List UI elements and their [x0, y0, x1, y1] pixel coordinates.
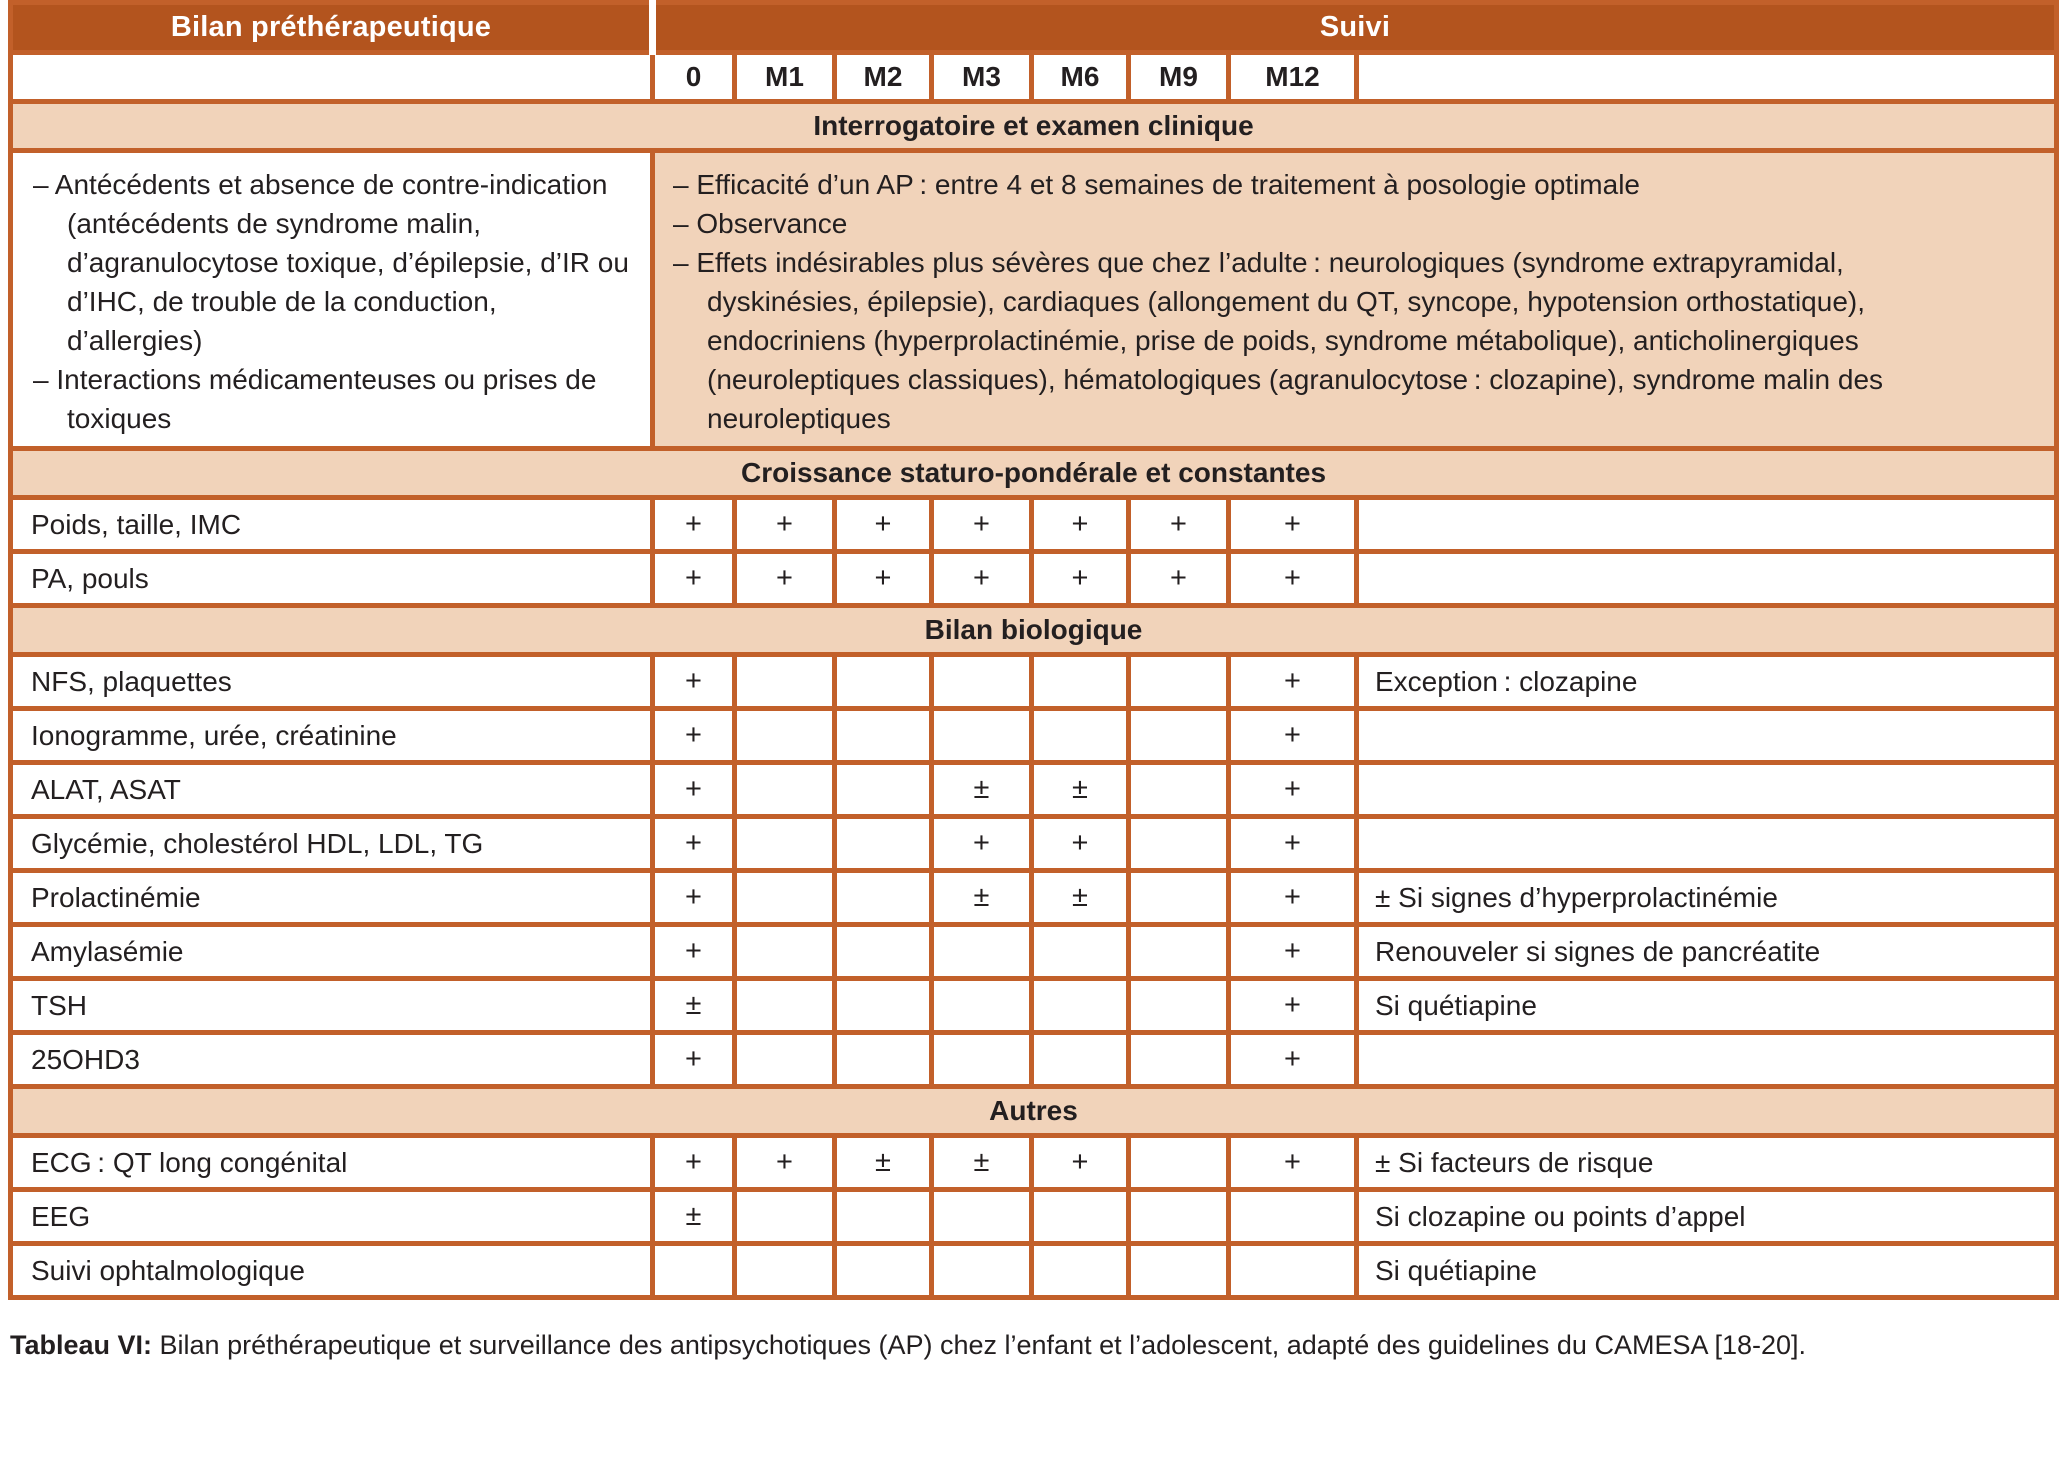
caption-label: Tableau VI: [10, 1330, 153, 1360]
followup-checklist [653, 151, 2057, 449]
table-row [11, 552, 2057, 606]
mark-cell-M6: + [1032, 1136, 1129, 1190]
mark-cell-0: + [653, 1033, 735, 1087]
row-note: ± Si facteurs de risque [1357, 1136, 2057, 1190]
mark-cell-M3 [932, 709, 1032, 763]
row-label: PA, pouls [11, 552, 653, 606]
mark-cell-M1: + [735, 1136, 835, 1190]
row-note [1357, 552, 2057, 606]
mark-cell-M3: + [932, 498, 1032, 552]
mark-cell-M12: + [1229, 871, 1357, 925]
row-note: Renouveler si signes de pancréatite [1357, 925, 2057, 979]
mark-cell-M2: + [835, 498, 932, 552]
mark-cell-M3 [932, 925, 1032, 979]
mark-cell-M6: ± [1032, 763, 1129, 817]
table-caption [10, 1330, 2060, 1361]
timepoint-m3: M3 [932, 53, 1032, 102]
mark-cell-M9 [1129, 709, 1229, 763]
mark-cell-M1 [735, 925, 835, 979]
mark-cell-M2 [835, 709, 932, 763]
mark-cell-M1 [735, 655, 835, 709]
mark-cell-M3 [932, 1033, 1032, 1087]
mark-cell-M6 [1032, 1190, 1129, 1244]
mark-cell-M12: + [1229, 655, 1357, 709]
table-row [11, 979, 2057, 1033]
section-interrogatoire [11, 102, 2057, 449]
mark-cell-M6 [1032, 1244, 1129, 1298]
mark-cell-M2 [835, 925, 932, 979]
followup-item-effets-indesirables: – Effets indésirables plus sévères que chez l’adulte : neurologiques (syndrome extrapyramidal, dyskinésies, épilepsie), cardiaques (allongement du QT, syncope, hypotension orthostatique), endocriniens (hyperprolactinémie, prise de poids, syndrome métabolique), anticholinergiques (neuroleptiques classiques), hématologiques (agranulocytose : clozapine), syndrome malin des neuroleptiques [673, 247, 1884, 434]
mark-cell-M12: + [1229, 552, 1357, 606]
row-note [1357, 817, 2057, 871]
row-note: Si clozapine ou points d’appel [1357, 1190, 2057, 1244]
mark-cell-M1: + [735, 552, 835, 606]
section-biologique [11, 606, 2057, 1087]
mark-cell-M6 [1032, 979, 1129, 1033]
mark-cell-M2 [835, 871, 932, 925]
mark-cell-M9 [1129, 1244, 1229, 1298]
pretherapeutic-item-antecedents: – Antécédents et absence de contre-indication (antécédents de syndrome malin, d’agranulocytose toxique, d’épilepsie, d’IR ou d’IHC, de trouble de la conduction, d’allergies) [33, 169, 629, 356]
mark-cell-M1 [735, 1244, 835, 1298]
mark-cell-M9 [1129, 817, 1229, 871]
section-title-autres: Autres [11, 1087, 2057, 1136]
mark-cell-M2 [835, 817, 932, 871]
row-label: Ionogramme, urée, créatinine [11, 709, 653, 763]
mark-cell-0: + [653, 552, 735, 606]
header-group [11, 3, 2057, 102]
mark-cell-M12: + [1229, 1033, 1357, 1087]
mark-cell-M3: ± [932, 871, 1032, 925]
mark-cell-M12 [1229, 1190, 1357, 1244]
header-suivi: Suivi [653, 3, 2057, 53]
mark-cell-M12 [1229, 1244, 1357, 1298]
mark-cell-M2 [835, 763, 932, 817]
table-row [11, 1033, 2057, 1087]
mark-cell-M1 [735, 709, 835, 763]
timepoint-0: 0 [653, 53, 735, 102]
row-note: ± Si signes d’hyperprolactinémie [1357, 871, 2057, 925]
mark-cell-M6: + [1032, 552, 1129, 606]
timepoint-spacer-left [11, 53, 653, 102]
timepoint-spacer-right [1357, 53, 2057, 102]
mark-cell-M1 [735, 1190, 835, 1244]
mark-cell-M12: + [1229, 709, 1357, 763]
mark-cell-M3 [932, 1244, 1032, 1298]
mark-cell-M12: + [1229, 498, 1357, 552]
row-label: ALAT, ASAT [11, 763, 653, 817]
row-label: EEG [11, 1190, 653, 1244]
row-label: NFS, plaquettes [11, 655, 653, 709]
mark-cell-0 [653, 1244, 735, 1298]
section-band-autres [11, 1087, 2057, 1136]
mark-cell-0: + [653, 655, 735, 709]
row-note [1357, 709, 2057, 763]
section-band-biologique [11, 606, 2057, 655]
table-row [11, 925, 2057, 979]
header-bilan-pretherapeutique: Bilan préthérapeutique [11, 3, 653, 53]
section-band-interrogatoire [11, 102, 2057, 151]
mark-cell-M9 [1129, 1033, 1229, 1087]
interrogatoire-content-row [11, 151, 2057, 449]
row-note: Si quétiapine [1357, 979, 2057, 1033]
mark-cell-M9 [1129, 871, 1229, 925]
mark-cell-M6 [1032, 1033, 1129, 1087]
mark-cell-M3 [932, 1190, 1032, 1244]
mark-cell-M2: + [835, 552, 932, 606]
mark-cell-M1 [735, 871, 835, 925]
row-label: Amylasémie [11, 925, 653, 979]
row-label: Poids, taille, IMC [11, 498, 653, 552]
row-note: Si quétiapine [1357, 1244, 2057, 1298]
pretherapeutic-item-interactions: – Interactions médicamenteuses ou prises de toxiques [33, 364, 597, 434]
mark-cell-M6: + [1032, 817, 1129, 871]
row-note [1357, 498, 2057, 552]
table-row [11, 655, 2057, 709]
mark-cell-M9 [1129, 763, 1229, 817]
mark-cell-M2 [835, 1190, 932, 1244]
mark-cell-0: + [653, 925, 735, 979]
mark-cell-M2 [835, 655, 932, 709]
mark-cell-0: + [653, 709, 735, 763]
mark-cell-M6: + [1032, 498, 1129, 552]
mark-cell-0: + [653, 1136, 735, 1190]
table-row [11, 763, 2057, 817]
table-row [11, 1244, 2057, 1298]
table-row [11, 1136, 2057, 1190]
mark-cell-M1 [735, 817, 835, 871]
timepoint-m6: M6 [1032, 53, 1129, 102]
mark-cell-0: + [653, 498, 735, 552]
mark-cell-M12: + [1229, 1136, 1357, 1190]
row-note: Exception : clozapine [1357, 655, 2057, 709]
mark-cell-M1 [735, 763, 835, 817]
table-row [11, 709, 2057, 763]
mark-cell-M9 [1129, 1190, 1229, 1244]
timepoint-m2: M2 [835, 53, 932, 102]
mark-cell-M2 [835, 1244, 932, 1298]
section-constantes [11, 449, 2057, 606]
mark-cell-0: ± [653, 1190, 735, 1244]
section-band-croissance [11, 449, 2057, 498]
mark-cell-M1: + [735, 498, 835, 552]
followup-item-efficacite: – Efficacité d’un AP : entre 4 et 8 semaines de traitement à posologie optimale [673, 169, 1640, 200]
section-title-interrogatoire: Interrogatoire et examen clinique [11, 102, 2057, 151]
mark-cell-0: ± [653, 979, 735, 1033]
section-autres [11, 1087, 2057, 1298]
mark-cell-M12: + [1229, 925, 1357, 979]
mark-cell-M12: + [1229, 763, 1357, 817]
mark-cell-M6 [1032, 655, 1129, 709]
mark-cell-M9 [1129, 655, 1229, 709]
mark-cell-M3: ± [932, 763, 1032, 817]
mark-cell-M3 [932, 655, 1032, 709]
followup-item-observance: – Observance [673, 208, 848, 239]
table-row [11, 817, 2057, 871]
mark-cell-0: + [653, 763, 735, 817]
timepoint-m9: M9 [1129, 53, 1229, 102]
row-label: Glycémie, cholestérol HDL, LDL, TG [11, 817, 653, 871]
section-title-biologique: Bilan biologique [11, 606, 2057, 655]
caption-text: Bilan préthérapeutique et surveillance des antipsychotiques (AP) chez l’enfant et l’adolescent, adapté des guidelines du CAMESA [18-20]. [152, 1330, 1807, 1360]
table-row [11, 1190, 2057, 1244]
section-title-croissance: Croissance staturo-pondérale et constantes [11, 449, 2057, 498]
mark-cell-M1 [735, 1033, 835, 1087]
row-label: 25OHD3 [11, 1033, 653, 1087]
mark-cell-M12: + [1229, 817, 1357, 871]
mark-cell-M6 [1032, 709, 1129, 763]
mark-cell-M3 [932, 979, 1032, 1033]
mark-cell-M12: + [1229, 979, 1357, 1033]
mark-cell-M9: + [1129, 552, 1229, 606]
mark-cell-0: + [653, 871, 735, 925]
table-row [11, 498, 2057, 552]
timepoint-m1: M1 [735, 53, 835, 102]
mark-cell-M3: + [932, 552, 1032, 606]
timepoint-header-row [11, 53, 2057, 102]
mark-cell-M6 [1032, 925, 1129, 979]
mark-cell-M2 [835, 1033, 932, 1087]
monitoring-table [8, 0, 2059, 1300]
table-row [11, 871, 2057, 925]
row-label: Suivi ophtalmologique [11, 1244, 653, 1298]
mark-cell-M2 [835, 979, 932, 1033]
row-label: TSH [11, 979, 653, 1033]
mark-cell-M9 [1129, 925, 1229, 979]
mark-cell-M1 [735, 979, 835, 1033]
mark-cell-M9 [1129, 979, 1229, 1033]
mark-cell-M9: + [1129, 498, 1229, 552]
pretherapeutic-checklist [11, 151, 653, 449]
mark-cell-M9 [1129, 1136, 1229, 1190]
row-label: ECG : QT long congénital [11, 1136, 653, 1190]
row-label: Prolactinémie [11, 871, 653, 925]
mark-cell-M6: ± [1032, 871, 1129, 925]
mark-cell-M3: + [932, 817, 1032, 871]
table-header-row [11, 3, 2057, 53]
mark-cell-0: + [653, 817, 735, 871]
mark-cell-M3: ± [932, 1136, 1032, 1190]
mark-cell-M2: ± [835, 1136, 932, 1190]
row-note [1357, 1033, 2057, 1087]
timepoint-m12: M12 [1229, 53, 1357, 102]
row-note [1357, 763, 2057, 817]
